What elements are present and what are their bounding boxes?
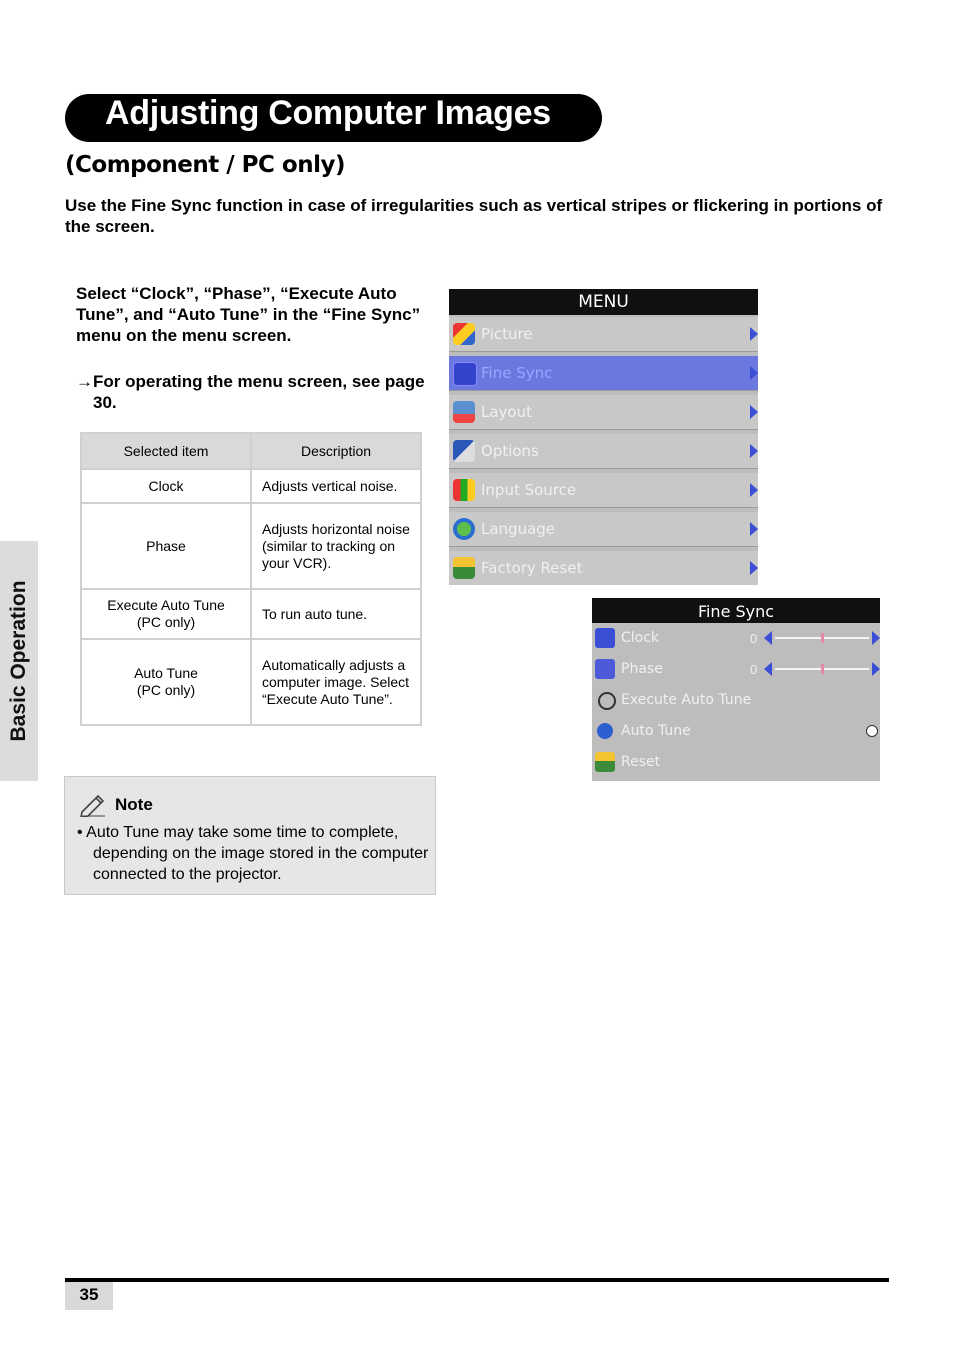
table-row [81,589,421,639]
item-label: Execute Auto Tune [107,597,225,613]
menu-item-label: Input Source [481,481,577,499]
menu-item-options[interactable] [449,434,758,469]
language-icon [453,518,475,540]
phase-icon [595,659,615,679]
fine-sync-header: Fine Sync [592,598,880,623]
item-qualifier: (PC only) [136,614,196,630]
pencil-icon [79,791,107,817]
menu-item-label: Factory Reset [481,559,583,577]
section-subtitle: (Component / PC only) [65,152,345,178]
side-tab-label: Basic Operation [7,580,30,742]
execute-auto-tune-icon [598,692,616,710]
options-icon [453,440,475,462]
item-label: Auto Tune [134,665,198,681]
intro-text: Use the Fine Sync function in case of irregularities such as vertical stripes or flickering in portions of the screen. [65,196,883,236]
fine-sync-item-label: Execute Auto Tune [621,692,752,708]
menu-item-language[interactable] [449,512,758,547]
factory-reset-icon [453,557,475,579]
chevron-right-icon [750,405,758,419]
step-instruction: Select “Clock”, “Phase”, “Execute Auto Tune”, and “Auto Tune” in the “Fine Sync” menu on the menu screen. [76,284,421,345]
table-cell-description: Automatically adjusts a computer image. Select “Execute Auto Tune”. [251,639,421,725]
item-label: Phase [146,537,186,554]
menu-item-layout[interactable] [449,395,758,430]
table-row [81,639,421,725]
input-source-icon [453,479,475,501]
page-title: Adjusting Computer Images [105,94,551,132]
fine-sync-item-label: Phase [621,661,663,677]
chevron-right-icon [750,327,758,341]
page-number: 35 [65,1282,113,1310]
note-text: • Auto Tune may take some time to complete, depending on the image stored in the computer connected to the projector. [77,824,429,883]
fine-sync-item-clock[interactable] [592,623,880,654]
table-cell-item [81,589,251,639]
fine-sync-icon [453,362,477,386]
slider-thumb[interactable] [821,633,824,643]
clock-value: 0 [750,631,758,646]
fine-sync-item-execute-auto-tune[interactable] [592,685,880,716]
note-box [64,776,436,895]
table-header: Selected item [81,433,251,469]
chevron-right-icon [750,366,758,380]
menu-item-label: Language [481,520,556,538]
table-row [81,503,421,589]
fine-sync-item-label: Auto Tune [621,723,691,739]
menu-item-label: Layout [481,403,532,421]
table-cell-description: To run auto tune. [251,589,421,639]
menu-screen [449,289,758,575]
chevron-left-icon[interactable] [764,662,772,676]
chevron-left-icon[interactable] [764,631,772,645]
chevron-right-icon [750,561,758,575]
auto-tune-radio[interactable] [866,725,878,737]
clock-slider[interactable] [764,631,880,645]
menu-item-label: Options [481,442,539,460]
table-header-row [81,433,421,469]
table-cell-description: Adjusts horizontal noise (similar to tracking on your VCR). [251,503,421,589]
phase-slider[interactable] [764,662,880,676]
fine-sync-screen [592,598,880,781]
menu-item-picture[interactable] [449,317,758,352]
menu-item-factory-reset[interactable] [449,551,758,585]
slider-thumb[interactable] [821,664,824,674]
fine-sync-table [80,432,422,726]
layout-icon [453,401,475,423]
fine-sync-item-phase[interactable] [592,654,880,685]
table-cell-item [81,469,251,503]
item-qualifier: (PC only) [136,682,196,698]
title-bar [65,94,602,142]
item-label: Clock [148,477,184,494]
menu-item-label: Fine Sync [481,364,553,382]
chevron-right-icon[interactable] [872,631,880,645]
table-cell-item [81,639,251,725]
note-title: Note [115,795,153,814]
menu-item-fine-sync[interactable] [449,356,758,391]
fine-sync-item-auto-tune[interactable] [592,716,880,747]
table-row [81,469,421,503]
chevron-right-icon [750,483,758,497]
fine-sync-item-label: Clock [621,630,660,646]
step-reference: →For operating the menu screen, see page 30. [76,372,425,412]
menu-item-input-source[interactable] [449,473,758,508]
menu-header: MENU [449,289,758,315]
chevron-right-icon[interactable] [872,662,880,676]
picture-icon [453,323,475,345]
table-cell-item [81,503,251,589]
fine-sync-item-label: Reset [621,754,661,770]
table-header: Description [251,433,421,469]
clock-icon [595,628,615,648]
auto-tune-icon [597,723,613,739]
menu-item-label: Picture [481,325,533,343]
table-cell-description: Adjusts vertical noise. [251,469,421,503]
chevron-right-icon [750,522,758,536]
reset-icon [595,752,615,772]
chevron-right-icon [750,444,758,458]
fine-sync-item-reset[interactable] [592,747,880,778]
phase-value: 0 [750,662,758,677]
section-side-tab [0,541,38,781]
footer-rule [65,1278,889,1282]
